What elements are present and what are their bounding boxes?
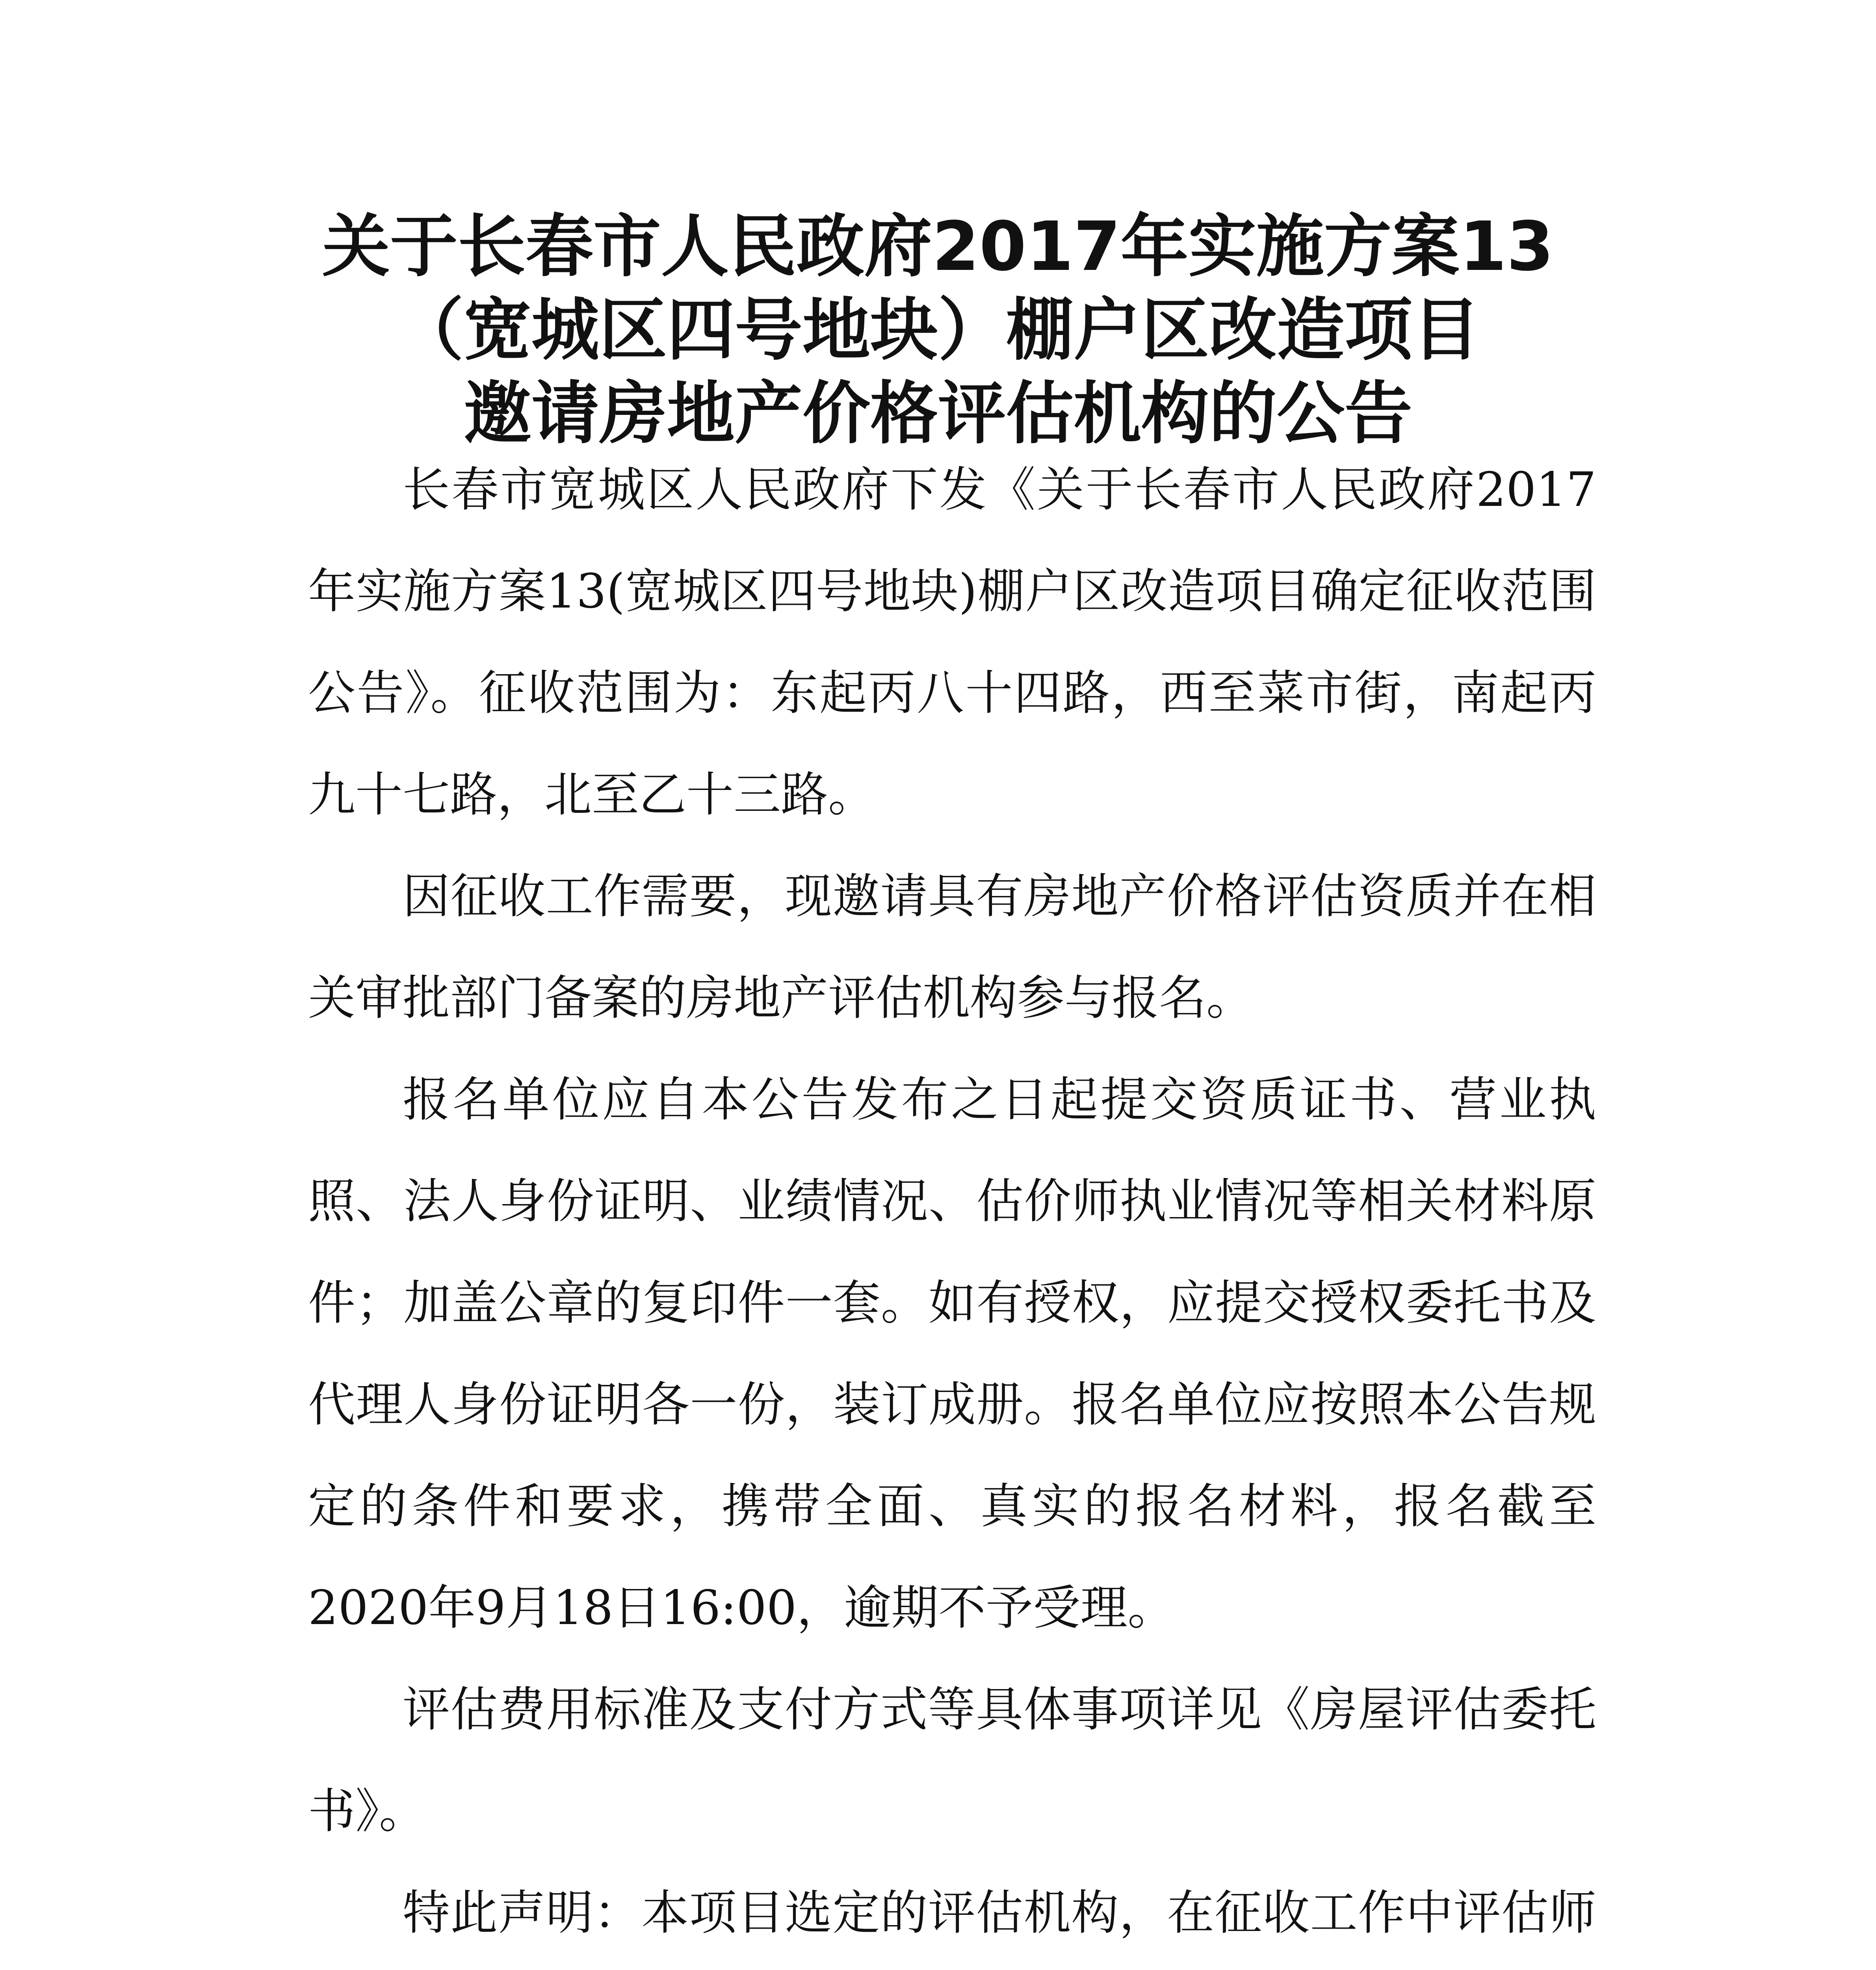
title-line-1: 关于长春市人民政府2017年实施方案13 bbox=[322, 207, 1554, 286]
document-body bbox=[308, 439, 1596, 1970]
paragraph-scope: 长春市宽城区人民政府下发《关于长春市人民政府2017年实施方案13(宽城区四号地块)棚户区改造项目确定征收范围公告》。征收范围为：东起丙八十四路，西至菜市街，南起丙九十七路，北至乙十三路。 bbox=[308, 463, 1596, 822]
paragraph-invitation: 因征收工作需要，现邀请具有房地产价格评估资质并在相关审批部门备案的房地产评估机构参与报名。 bbox=[308, 869, 1596, 1026]
paragraph-requirements: 报名单位应自本公告发布之日起提交资质证书、营业执照、法人身份证明、业绩情况、估价师执业情况等相关材料原件；加盖公章的复印件一套。如有授权，应提交授权委托书及代理人身份证明各一份，装订成册。报名单位应按照本公告规定的条件和要求，携带全面、真实的报名材料，报名截至2020年9月18日16:00，逾期不予受理。 bbox=[308, 1072, 1596, 1635]
title-line-2: （宽城区四号地块）棚户区改造项目 bbox=[396, 290, 1480, 370]
paragraph-fees: 评估费用标准及支付方式等具体事项详见《房屋评估委托书》。 bbox=[308, 1682, 1596, 1839]
title-line-3: 邀请房地产价格评估机构的公告 bbox=[464, 374, 1412, 453]
paragraph-declaration: 特此声明：本项目选定的评估机构，在征收工作中评估师 bbox=[403, 1886, 1596, 1940]
document-title bbox=[236, 205, 1640, 455]
